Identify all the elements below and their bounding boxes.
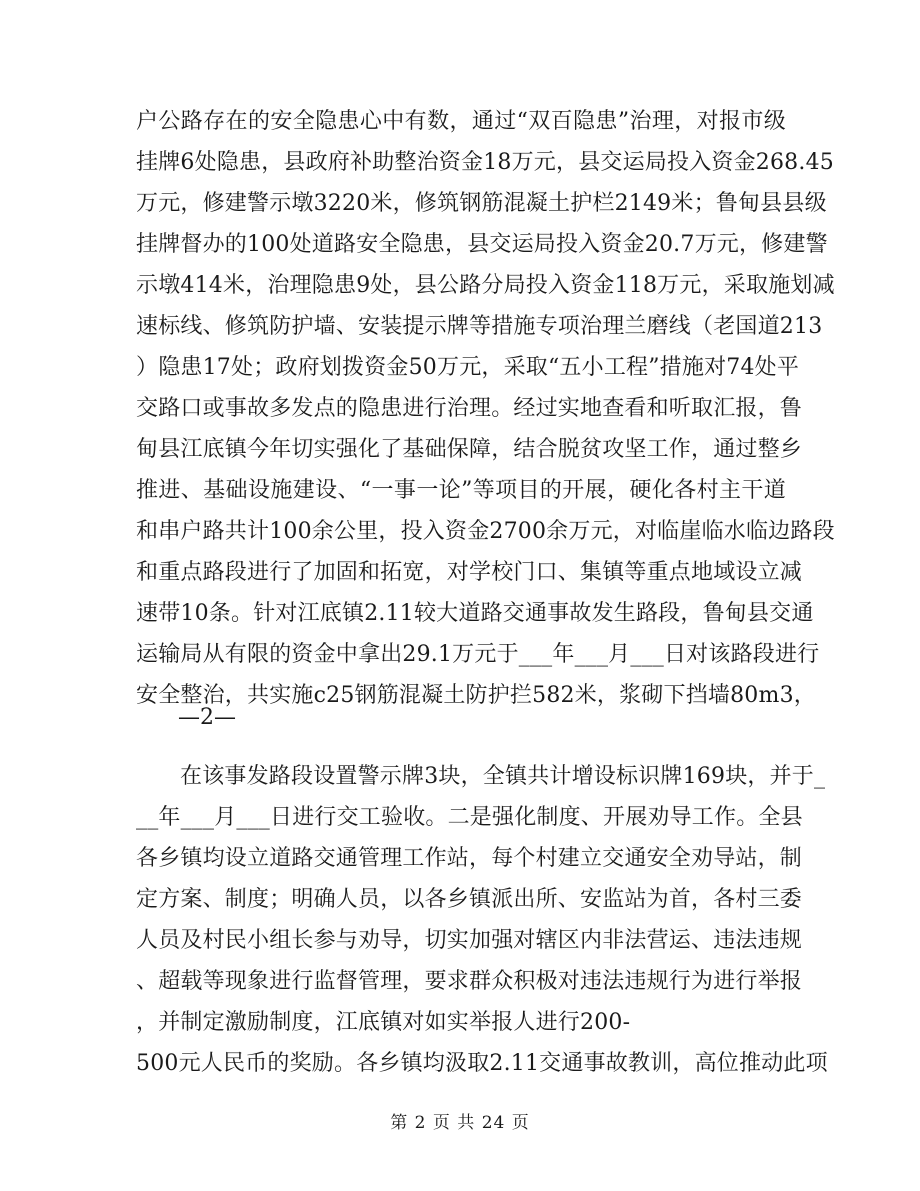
body-text-line: 运输局从有限的资金中拿出29.1万元于___年___月___日对该路段进行 bbox=[136, 642, 820, 667]
body-text-line: 和重点路段进行了加固和拓宽，对学校门口、集镇等重点地域设立减 bbox=[136, 560, 803, 585]
body-text-line: 推进、基础设施建设、“一事一论”等项目的开展，硬化各村主干道 bbox=[136, 478, 786, 503]
body-text-line: ）隐患17处；政府划拨资金50万元，采取“五小工程”措施对74处平 bbox=[136, 355, 800, 380]
body-text-line: ，并制定激励制度，江底镇对如实举报人进行200- bbox=[136, 1010, 631, 1035]
body-text-line: 、超载等现象进行监督管理，要求群众积极对违法违规行为进行举报 bbox=[136, 969, 803, 994]
body-text-line: 挂牌督办的100处道路安全隐患，县交运局投入资金20.7万元，修建警 bbox=[136, 232, 828, 257]
body-text-line: 速带10条。针对江底镇2.11较大道路交通事故发生路段，鲁甸县交通 bbox=[136, 601, 814, 626]
body-text-line: 500元人民币的奖励。各乡镇均汲取2.11交通事故教训，高位推动此项 bbox=[136, 1051, 828, 1076]
body-text-line: __年___月___日进行交工验收。二是强化制度、开展劝导工作。全县 bbox=[136, 805, 803, 830]
body-text-line: 定方案、制度；明确人员，以各乡镇派出所、安监站为首，各村三委 bbox=[136, 887, 803, 912]
body-text-line: 和串户路共计100余公里，投入资金2700余万元，对临崖临水临边路段 bbox=[136, 519, 835, 544]
body-text-line: 挂牌6处隐患，县政府补助整治资金18万元，县交运局投入资金268.45 bbox=[136, 150, 834, 175]
body-text-line: 交路口或事故多发点的隐患进行治理。经过实地查看和听取汇报，鲁 bbox=[136, 396, 803, 421]
body-text-line: 速标线、修筑防护墙、安装提示牌等措施专项治理兰磨线（老国道213 bbox=[136, 314, 823, 339]
body-text-line: 甸县江底镇今年切实强化了基础保障，结合脱贫攻坚工作，通过整乡 bbox=[136, 437, 803, 462]
paragraph-first-line: 在该事发路段设置警示牌3块，全镇共计增设标识牌169块，并于_ bbox=[180, 764, 826, 789]
body-text-line: 户公路存在的安全隐患心中有数，通过“双百隐患”治理，对报市级 bbox=[136, 109, 786, 134]
body-text-line: 各乡镇均设立道路交通管理工作站，每个村建立交通安全劝导站，制 bbox=[136, 846, 803, 871]
body-text-line: 安全整治，共实施c25钢筋混凝土防护拦582米，浆砌下挡墙80m3， bbox=[136, 683, 816, 708]
body-text-line: 人员及村民小组长参与劝导，切实加强对辖区内非法营运、违法违规 bbox=[136, 928, 803, 953]
page-number-marker: —2— bbox=[178, 705, 236, 730]
body-text-line: 示墩414米，治理隐患9处，县公路分局投入资金118万元，采取施划减 bbox=[136, 273, 835, 298]
page-footer: 第 2 页 共 24 页 bbox=[390, 1113, 530, 1133]
body-text-line: 万元，修建警示墩3220米，修筑钢筋混凝土护栏2149米；鲁甸县县级 bbox=[136, 191, 827, 216]
